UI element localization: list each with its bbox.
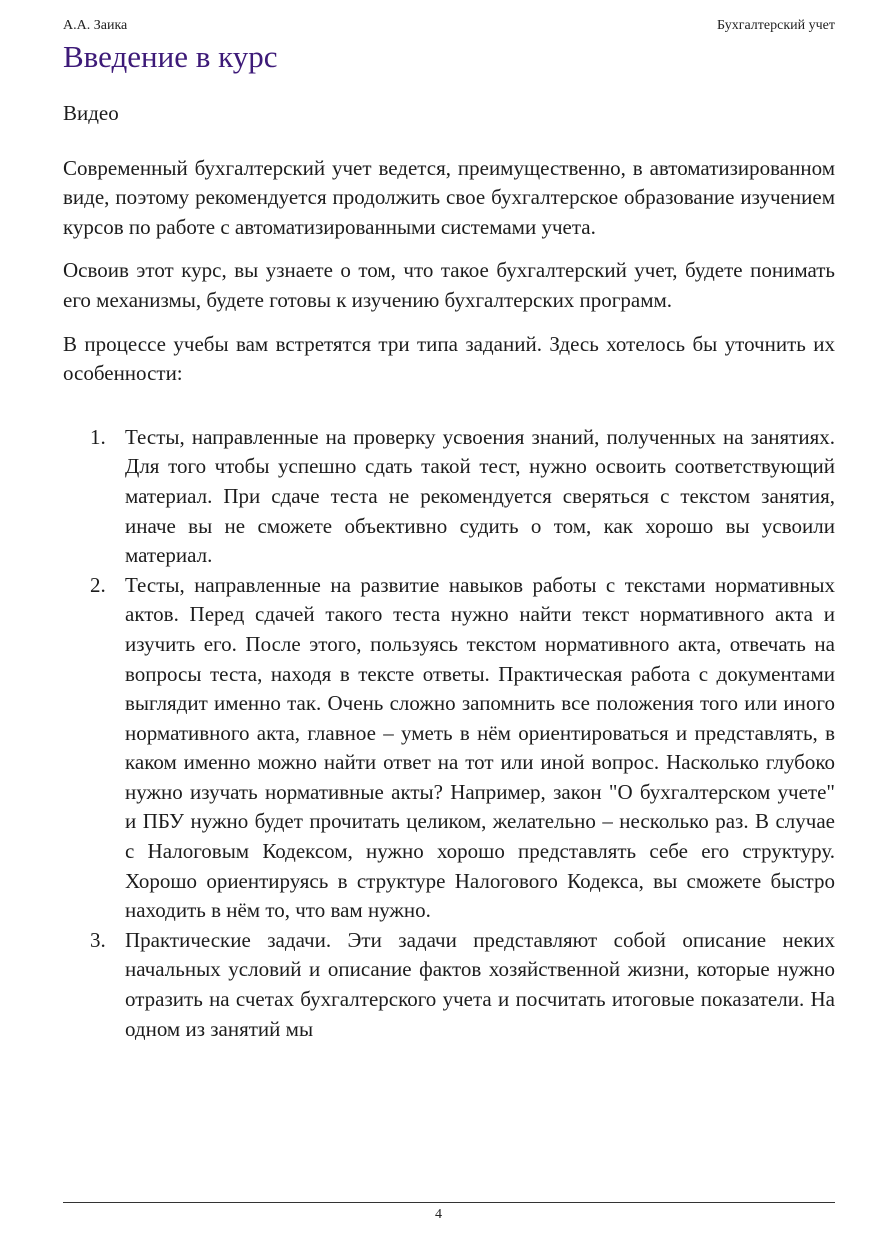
list-item (63, 571, 835, 926)
page-number: 4 (435, 1207, 442, 1222)
page-header (63, 16, 835, 36)
list-item-number: 2. (90, 572, 106, 597)
paragraph: В процессе учебы вам встретятся три типа заданий. Здесь хотелось бы уточнить их особенности: (63, 331, 835, 386)
list-item-number: 1. (90, 424, 106, 449)
paragraph: Современный бухгалтерский учет ведется, преимущественно, в автоматизированном виде, поэтому рекомендуется продолжить свое бухгалтерское образование изучением курсов по работе с автоматизированными системами учета. (63, 155, 835, 239)
list-item-number: 3. (90, 927, 106, 952)
page-content (63, 36, 835, 1044)
footer-divider (63, 1202, 835, 1203)
task-type-list (63, 423, 835, 1044)
list-item (63, 926, 835, 1044)
list-item-text: Тесты, направленные на развитие навыков работы с текстами нормативных актов. Перед сдачей такого теста нужно найти текст нормативного акта и изучить его. После этого, пользуясь текстом нормативного акта, отвечать на вопросы теста, находя в тексте ответы. Практическая работа с документами выглядит именно так. Очень сложно запомнить все положения того или иного нормативного акта, главное – уметь в нём ориентироваться и представлять, в каком именно можно найти ответ на тот или иной вопрос. Насколько глубоко нужно изучать нормативные акты? Например, закон "О бухгалтерском учете" и ПБУ нужно будет прочитать целиком, желательно – несколько раз. В случае с Налоговым Кодексом, нужно хорошо представлять себе его структуру. Хорошо ориентируясь в структуре Налогового Кодекса, вы сможете быстро находить в нём то, что вам нужно. (125, 572, 835, 923)
list-item-text: Практические задачи. Эти задачи представляют собой описание неких начальных условий и описание фактов хозяйственной жизни, которые нужно отразить на счетах бухгалтерского учета и посчитать итоговые показатели. На одном из занятий мы (125, 927, 835, 1041)
list-item (63, 423, 835, 571)
page-title: Введение в курс (63, 39, 278, 74)
list-item-text: Тесты, направленные на проверку усвоения знаний, полученных на занятиях. Для того чтобы успешно сдать такой тест, нужно освоить соответствующий материал. При сдаче теста не рекомендуется сверяться с текстом занятия, иначе вы не сможете объективно судить о том, как хорошо вы усвоили материал. (125, 424, 835, 568)
header-author: А.А. Заика (63, 18, 128, 33)
video-label: Видео (63, 101, 119, 125)
paragraph: Освоив этот курс, вы узнаете о том, что такое бухгалтерский учет, будете понимать его механизмы, будете готовы к изучению бухгалтерских программ. (63, 258, 835, 312)
header-subject: Бухгалтерский учет (717, 18, 835, 33)
